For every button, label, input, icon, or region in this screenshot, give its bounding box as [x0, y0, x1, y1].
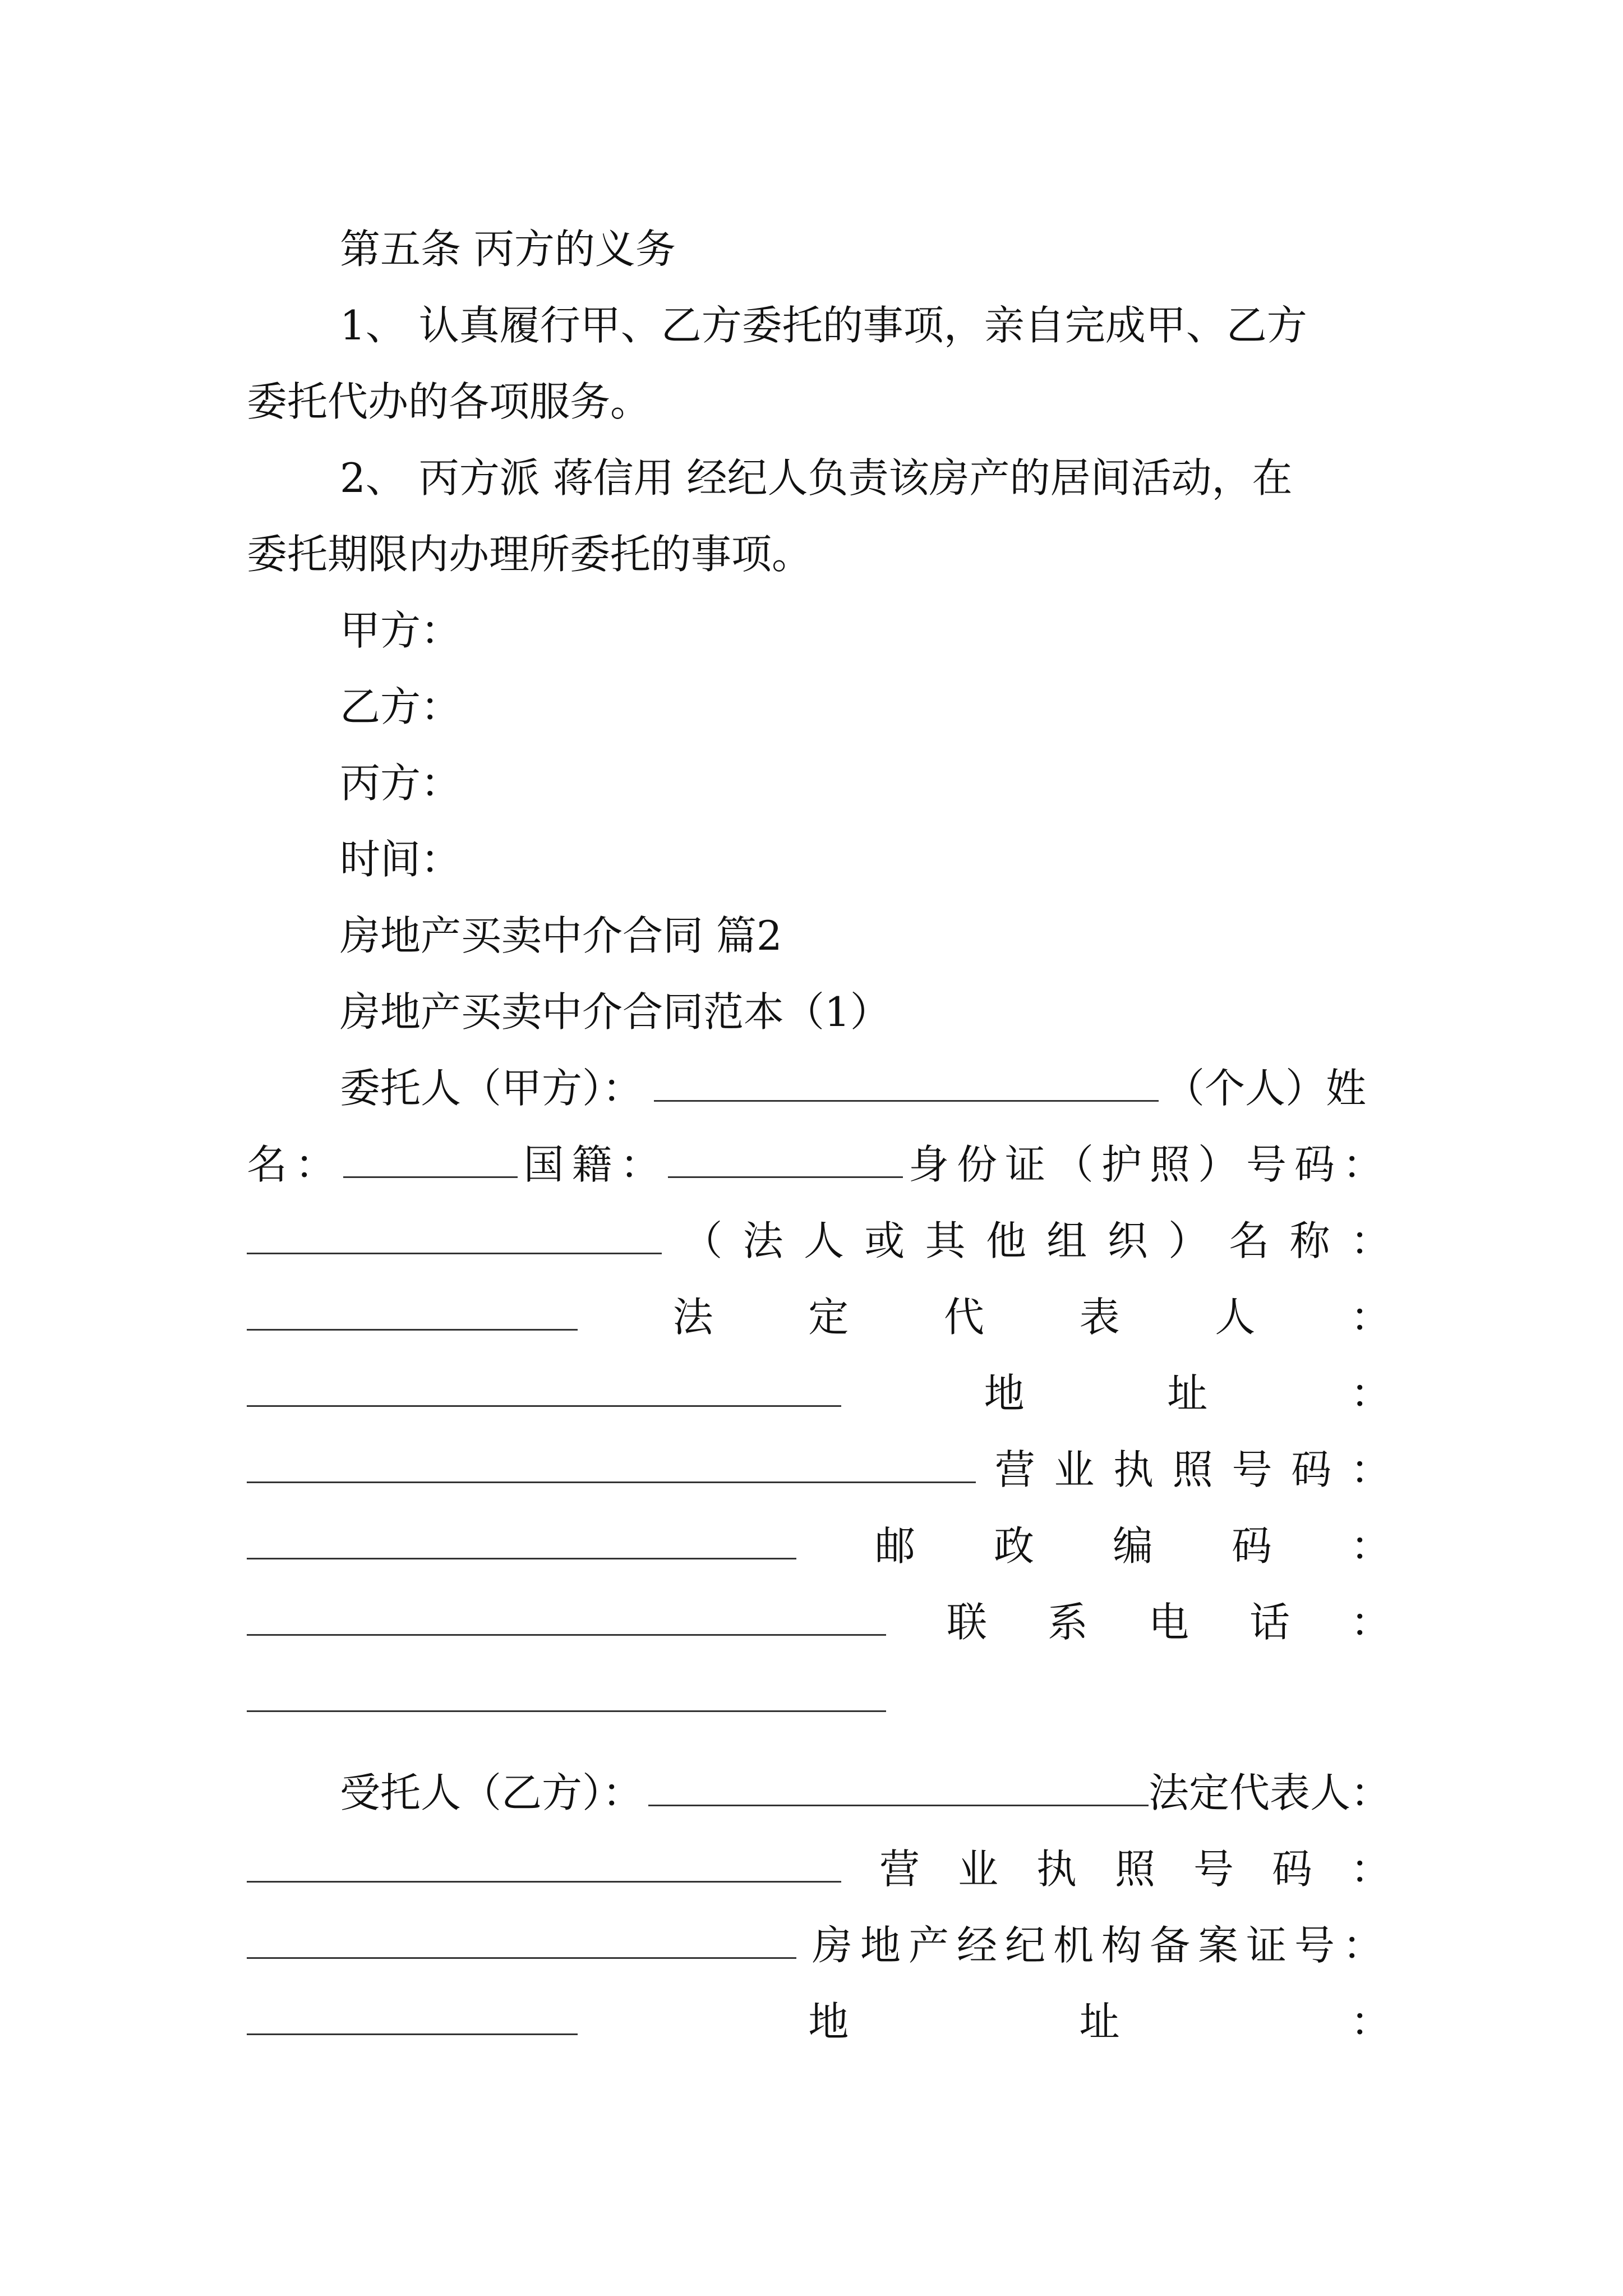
agent-address-char: 地 — [808, 1998, 849, 2045]
agent-filing-blank[interactable] — [247, 1957, 796, 1959]
client-name-line — [247, 1123, 1391, 1199]
agent-license-char: 码 — [1271, 1846, 1312, 1893]
agent-blank[interactable] — [648, 1805, 1149, 1806]
legal-rep-char: ： — [1350, 1294, 1391, 1341]
org-char: 或 — [864, 1217, 905, 1264]
client-blank[interactable] — [654, 1100, 1159, 1102]
contract2-subtitle-text: 房地产买卖中介合同范本（1） — [340, 988, 891, 1036]
org-char: 其 — [925, 1217, 966, 1264]
phone-char: 电 — [1148, 1599, 1189, 1646]
client-line — [247, 1047, 1391, 1123]
postal-char: ： — [1350, 1522, 1391, 1570]
signature-party-b — [247, 665, 1391, 742]
legal-rep-char: 表 — [1079, 1294, 1120, 1341]
license-char: 执 — [1113, 1446, 1154, 1493]
article5-heading-text: 第五条 丙方的义务 — [340, 226, 676, 273]
legal-rep-blank[interactable] — [247, 1329, 578, 1331]
address-char: 址 — [1167, 1370, 1208, 1417]
article5-heading — [247, 208, 1391, 284]
article5-item2-text-cont: 委托期限内办理所委托的事项。 — [247, 531, 813, 578]
client-label: 委托人（甲方）： — [340, 1065, 643, 1112]
article5-item2-line1 — [247, 436, 1391, 513]
client-license-line — [247, 1428, 1391, 1504]
client-phone-line — [247, 1581, 1391, 1657]
phone-char: 话 — [1249, 1599, 1290, 1646]
time-label: 时间： — [340, 836, 462, 883]
license-char: 营 — [994, 1446, 1035, 1493]
phone-blank[interactable] — [247, 1634, 886, 1636]
agent-license-line — [247, 1828, 1391, 1904]
client-legal-rep-line — [247, 1276, 1391, 1352]
org-char: 称 — [1289, 1217, 1330, 1264]
org-char: 他 — [985, 1217, 1026, 1264]
org-char: 名 — [1229, 1217, 1270, 1264]
agent-label: 受托人（乙方）： — [340, 1769, 643, 1816]
nationality-label: 国籍： — [523, 1141, 668, 1188]
agent-address-line — [247, 1980, 1391, 2056]
party-a-label: 甲方： — [340, 607, 462, 654]
legal-rep-char: 定 — [808, 1294, 849, 1341]
article5-item2-text: 2、 丙方派 蒋信用 经纪人负责该房产的居间活动，在 — [340, 454, 1293, 501]
article5-item1-text-cont: 委托代办的各项服务。 — [247, 378, 651, 425]
id-label: 身份证（护照）号码： — [908, 1141, 1391, 1188]
agent-address-char: 址 — [1079, 1998, 1120, 2045]
org-char: （ — [682, 1217, 723, 1264]
org-char: 人 — [803, 1217, 844, 1264]
article5-item1-text: 1、 认真履行甲、乙方委托的事项，亲自完成甲、乙方 — [340, 302, 1307, 349]
org-char: ） — [1168, 1217, 1209, 1264]
phone-char: 系 — [1047, 1599, 1088, 1646]
agent-license-char: ： — [1350, 1846, 1391, 1893]
name-blank[interactable] — [343, 1176, 518, 1178]
contract2-title — [247, 894, 1391, 970]
org-char: ： — [1350, 1217, 1391, 1264]
name-label: 名： — [247, 1141, 344, 1188]
postal-char: 政 — [993, 1522, 1034, 1570]
article5-item1-line2 — [247, 360, 1391, 436]
postal-char: 码 — [1231, 1522, 1272, 1570]
postal-char: 邮 — [874, 1522, 915, 1570]
org-char: 法 — [743, 1217, 783, 1264]
postal-char: 编 — [1112, 1522, 1153, 1570]
agent-address-char: ： — [1350, 1998, 1391, 2045]
agent-filing-line — [247, 1904, 1391, 1980]
nationality-blank[interactable] — [668, 1176, 903, 1178]
address-blank[interactable] — [247, 1405, 841, 1407]
org-char: 组 — [1046, 1217, 1087, 1264]
agent-filing-label: 房地产经纪机构备案证号： — [811, 1922, 1391, 1969]
license-char: 码 — [1291, 1446, 1332, 1493]
client-postal-line — [247, 1504, 1391, 1581]
phone-char: ： — [1350, 1599, 1391, 1646]
signature-time — [247, 818, 1391, 894]
agent-license-char: 执 — [1036, 1846, 1077, 1893]
phone-blank-cont[interactable] — [247, 1710, 886, 1712]
signature-party-a — [247, 589, 1391, 665]
license-char: 号 — [1232, 1446, 1272, 1493]
legal-rep-char: 代 — [943, 1294, 984, 1341]
org-char: 织 — [1107, 1217, 1148, 1264]
agent-license-char: 号 — [1193, 1846, 1234, 1893]
client-phone-blank-line — [247, 1657, 1391, 1733]
party-c-label: 丙方： — [340, 760, 462, 807]
license-char: 照 — [1172, 1446, 1213, 1493]
client-address-line — [247, 1352, 1391, 1428]
article5-item1-line1 — [247, 284, 1391, 360]
contract2-subtitle — [247, 970, 1391, 1047]
party-b-label: 乙方： — [340, 683, 462, 730]
article5-item2-line2 — [247, 513, 1391, 589]
legal-rep-char: 人 — [1215, 1294, 1256, 1341]
agent-license-char: 照 — [1114, 1846, 1155, 1893]
phone-char: 联 — [946, 1599, 987, 1646]
agent-license-blank[interactable] — [247, 1881, 841, 1883]
agent-license-char: 营 — [879, 1846, 920, 1893]
agent-address-blank[interactable] — [247, 2033, 578, 2035]
license-char: ： — [1350, 1446, 1391, 1493]
license-char: 业 — [1054, 1446, 1095, 1493]
address-char: ： — [1350, 1370, 1391, 1417]
client-individual-label: （个人）姓 — [1164, 1065, 1367, 1112]
agent-license-char: 业 — [957, 1846, 998, 1893]
signature-party-c — [247, 742, 1391, 818]
address-char: 地 — [984, 1370, 1025, 1417]
org-blank[interactable] — [247, 1253, 662, 1254]
legal-rep-char: 法 — [672, 1294, 713, 1341]
postal-blank[interactable] — [247, 1558, 796, 1559]
client-org-line — [247, 1199, 1391, 1276]
agent-legal-rep-label: 法定代表人： — [1148, 1769, 1391, 1816]
license-blank[interactable] — [247, 1481, 976, 1483]
contract2-title-text: 房地产买卖中介合同 篇2 — [340, 912, 782, 959]
agent-line — [247, 1751, 1391, 1828]
